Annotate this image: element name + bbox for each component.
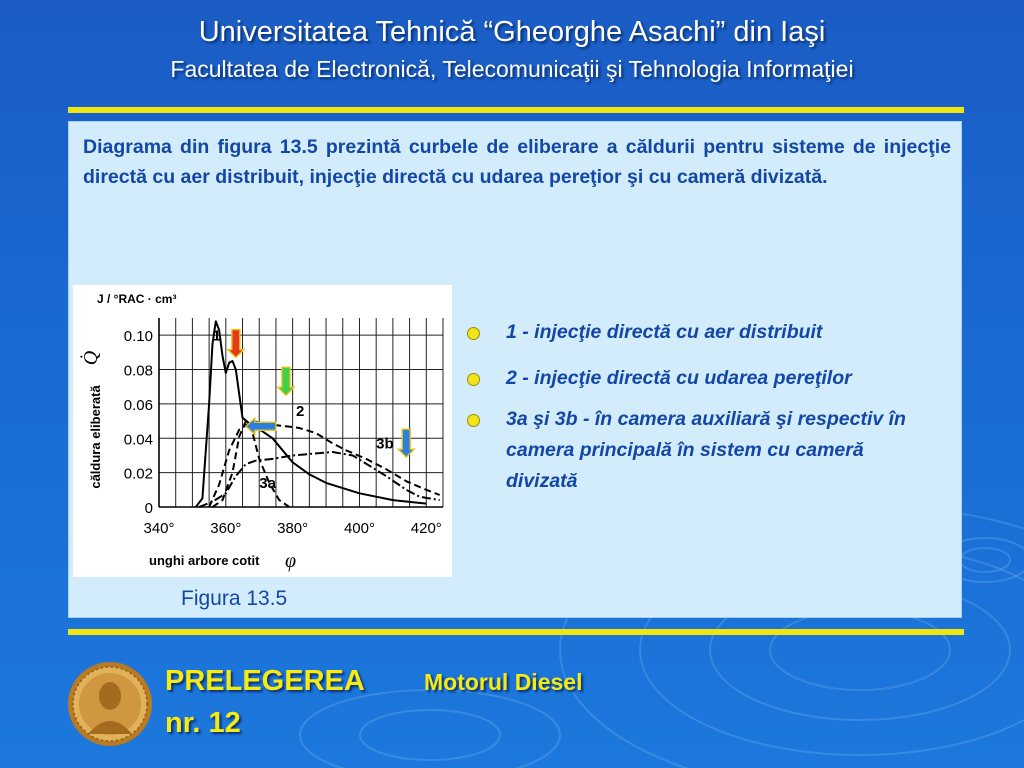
y-axis-label: căldura eliberată [88,385,103,489]
heat-release-chart [73,285,452,577]
arrow-left-marker-blue [246,418,276,434]
bullet-item [459,363,929,394]
y-tick-label: 0.02 [123,465,153,483]
page-title: Universitatea Tehnică “Gheorghe Asachi” din Iaşi [198,16,826,48]
x-tick-label: 340° [143,520,175,537]
bullet-text: 3a şi 3b - în camera auxiliară şi respectiv în camera principală în sistem cu cameră divizată [506,408,906,492]
bottom-divider [68,629,964,635]
y-tick-label: 0.04 [123,431,153,449]
arrow-down-marker-green [278,367,294,395]
series-label-2: 2 [295,402,305,420]
lecture-label: PRELEGEREA [165,665,365,697]
x-tick-label: 400° [343,520,375,537]
y-tick-label: 0.10 [123,328,153,346]
x-tick-label: 380° [277,520,309,537]
top-divider [68,107,964,113]
y-axis-symbol: Q̇ [80,350,102,366]
lecture-topic: Motorul Diesel [424,669,583,695]
bullet-item [459,317,929,348]
content-panel [68,121,962,618]
bullet-icon [467,373,480,386]
y-tick-label: 0.06 [123,396,153,414]
bullet-icon [467,414,480,427]
medal-portrait-icon [66,660,154,748]
page-subtitle: Facultatea de Electronică, Telecomunicaţii şi Tehnologia Informaţiei [170,56,854,82]
x-tick-label: 360° [210,520,242,537]
y-tick-label: 0 [144,500,153,517]
lecture-number: nr. 12 [165,707,241,739]
series-label-3b: 3b [376,435,394,453]
x-axis-symbol: φ [285,550,297,572]
bullet-item [459,404,929,497]
y-unit-label: J / °RAC · cm³ [97,292,177,306]
x-axis-label: unghi arbore cotit [149,553,260,568]
y-tick-label: 0.08 [123,362,153,380]
bullet-text: 2 - injecţie directă cu udarea pereţilor [506,367,852,389]
series-label-3a: 3a [259,475,276,493]
arrow-down-marker-red [228,330,244,358]
bullet-text: 1 - injecţie directă cu aer distribuit [506,321,823,343]
intro-paragraph: Diagrama din figura 13.5 prezintă curbele de eliberare a căldurii pentru sisteme de injecţie directă cu aer distribuit, injecţie directă cu udarea pereţior şi cu cameră divizată. [83,136,951,188]
bullet-icon [467,327,480,340]
figure-caption: Figura 13.5 [181,587,288,610]
x-tick-label: 420° [410,520,442,537]
figure-13-5 [73,285,452,577]
series-line-3a [213,421,290,507]
arrow-down-marker-blue [398,429,414,457]
legend-bullet-list [459,317,929,512]
series-label-1: 1 [212,327,221,345]
